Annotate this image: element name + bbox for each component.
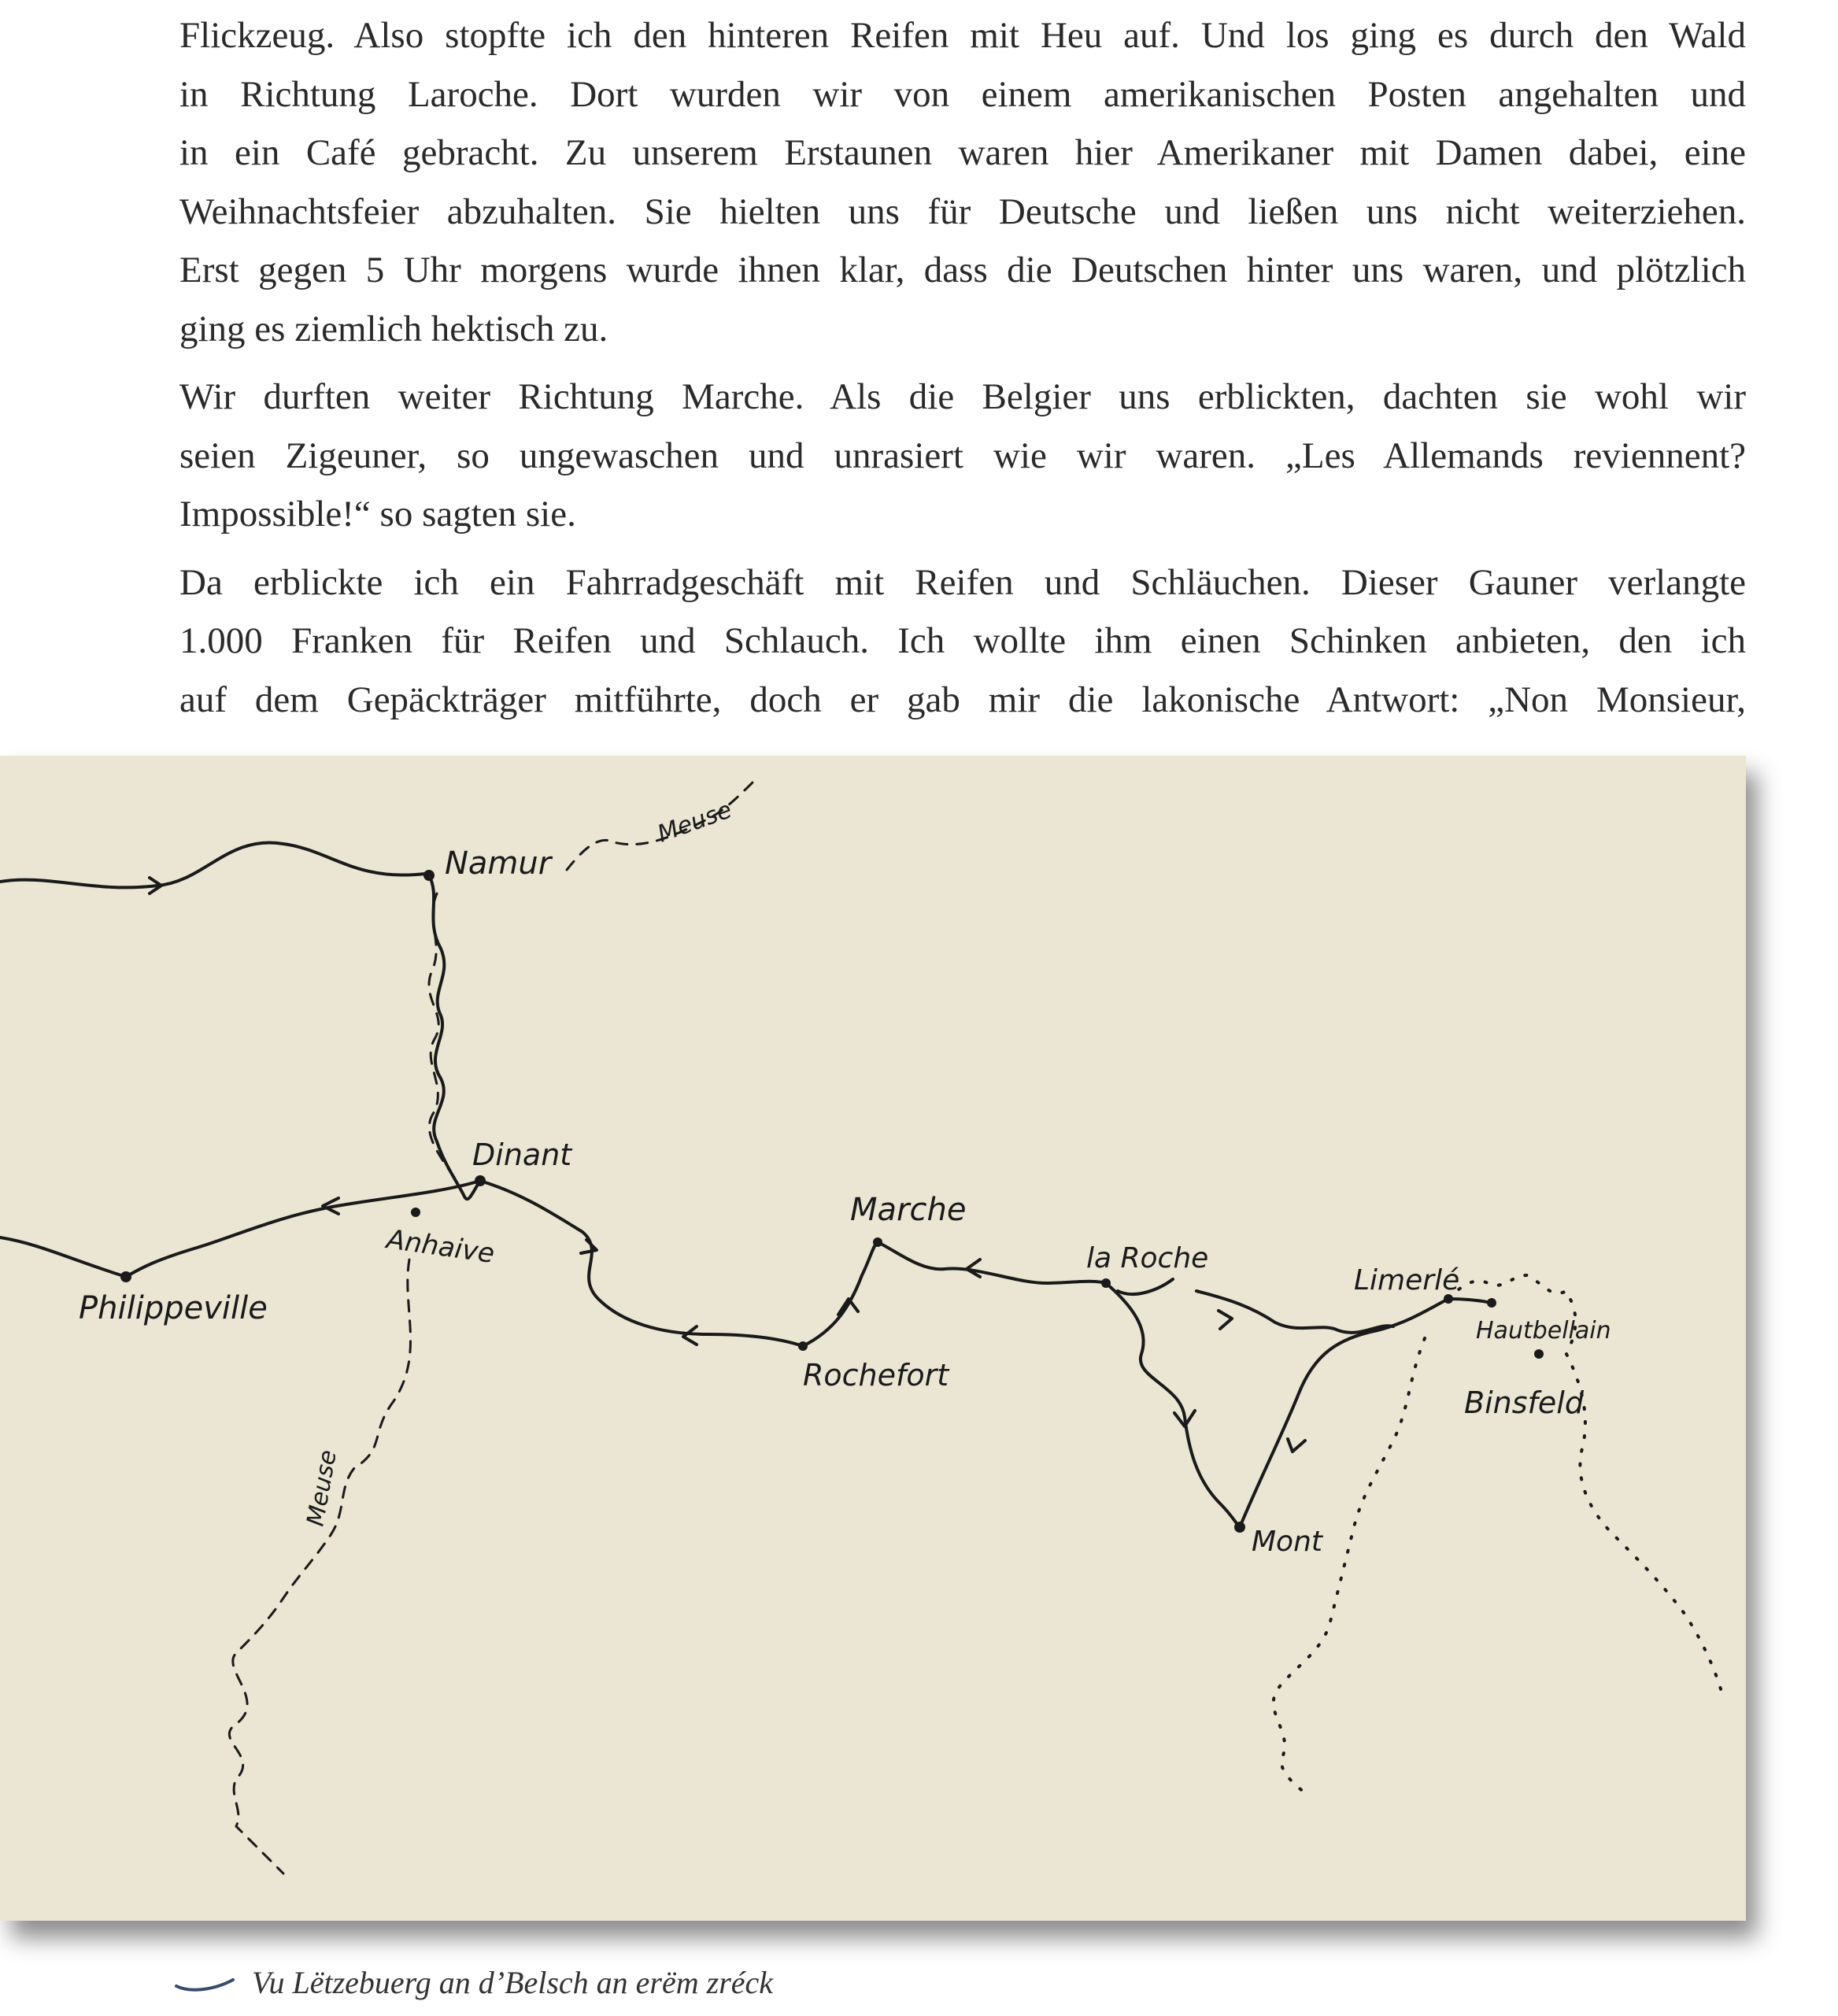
town-dot-philippeville <box>120 1271 131 1282</box>
map-label-rochefort: Rochefort <box>803 1358 949 1393</box>
text-line: in Richtung Laroche. Dort wurden wir von einem amerikanischen Posten angehalten und <box>179 73 1746 115</box>
map-label-meuse-south: Meuse <box>301 1448 342 1529</box>
town-dot-binsfeld <box>1534 1349 1544 1359</box>
map-label-limerle: Limerlé <box>1354 1264 1460 1297</box>
route-rochefort-to-marche <box>803 1242 878 1346</box>
town-dot-rochefort <box>798 1341 808 1351</box>
meuse-river-south <box>229 1260 410 1874</box>
map-label-mont: Mont <box>1252 1526 1323 1558</box>
paragraph-3 <box>179 553 1746 730</box>
map-label-namur: Namur <box>445 845 552 882</box>
arrowhead <box>1219 1311 1232 1329</box>
town-dot-dinant <box>475 1175 486 1186</box>
text-line: Erst gegen 5 Uhr morgens wurde ihnen klar, dass die Deutschen hinter uns waren, und plötzlich <box>179 250 1746 290</box>
map-label-marche: Marche <box>850 1192 967 1228</box>
figure-caption <box>173 1959 773 2006</box>
route-marche-to-laroche <box>878 1242 1106 1283</box>
text-line: seien Zigeuner, so ungewaschen und unrasiert wie wir waren. „Les Allemands reviennent? <box>179 435 1746 476</box>
paragraph-1 <box>179 6 1746 358</box>
town-dot-hautbellain <box>1487 1298 1496 1308</box>
text-line: Da erblickte ich ein Fahrradgeschäft mit Reifen und Schläuchen. Dieser Gauner verlangte <box>179 561 1746 603</box>
text-line: Flickzeug. Also stopfte ich den hinteren Reifen mit Heu auf. Und los ging es durch den Wald <box>179 15 1746 56</box>
map-label-hautbellain: Hautbellain <box>1476 1317 1611 1345</box>
border-dotted-east <box>1566 1354 1724 1700</box>
body-text <box>179 6 1746 738</box>
town-dot-namur <box>423 870 435 881</box>
text-line: Weihnachtsfeier abzuhalten. Sie hielten uns für Deutsche und ließen uns nicht weiterziehen. <box>179 191 1746 232</box>
map-label-dinant: Dinant <box>472 1137 572 1172</box>
border-dotted-west <box>1274 1338 1425 1795</box>
route-west-to-namur <box>0 842 429 887</box>
arrowhead <box>581 1240 597 1253</box>
route-map-drawing <box>0 756 1746 1921</box>
text-line: 1.000 Franken für Reifen und Schlauch. Ich wollte ihm einen Schinken anbieten, den ich <box>179 620 1746 661</box>
town-dot-laroche <box>1101 1278 1111 1288</box>
route-limerle-to-hautbellain <box>1448 1299 1492 1303</box>
route-west-to-philippeville <box>0 1237 126 1277</box>
town-dot-mont <box>1234 1522 1245 1533</box>
map-label-la-roche: la Roche <box>1086 1242 1209 1274</box>
map-label-meuse-north: Meuse <box>653 796 736 849</box>
text-line: in ein Café gebracht. Zu unserem Erstaunen waren hier Amerikaner mit Damen dabei, eine <box>179 132 1746 173</box>
paragraph-2 <box>179 368 1746 544</box>
text-line: auf dem Gepäckträger mitführte, doch er gab mir die lakonische Antwort: „Non Monsieur, <box>179 679 1746 720</box>
map-label-philippeville: Philippeville <box>79 1290 268 1326</box>
route-laroche-to-limerle <box>1118 1279 1393 1333</box>
arrowhead <box>967 1260 980 1277</box>
map-label-binsfeld: Binsfeld <box>1464 1385 1584 1420</box>
town-dot-anhaive <box>411 1208 420 1217</box>
route-dinant-to-rochefort <box>480 1181 803 1346</box>
swoosh-icon <box>173 1970 236 1994</box>
text-line: Wir durften weiter Richtung Marche. Als die Belgier uns erblickten, dachten sie wohl wir <box>179 376 1746 417</box>
arrowhead <box>1288 1439 1305 1452</box>
caption-text: Vu Lëtzebuerg an d’Belsch an erëm zréck <box>252 1964 774 2000</box>
town-dot-marche <box>873 1237 882 1247</box>
map-label-anhaive: Anhaive <box>384 1223 497 1271</box>
meuse-river-north-branch <box>429 893 457 1181</box>
route-laroche-to-mont <box>1106 1283 1240 1527</box>
text-line: ging es ziemlich hektisch zu. <box>179 308 608 350</box>
text-line: Impossible!“ so sagten sie. <box>179 494 576 535</box>
route-map <box>0 756 1746 1921</box>
